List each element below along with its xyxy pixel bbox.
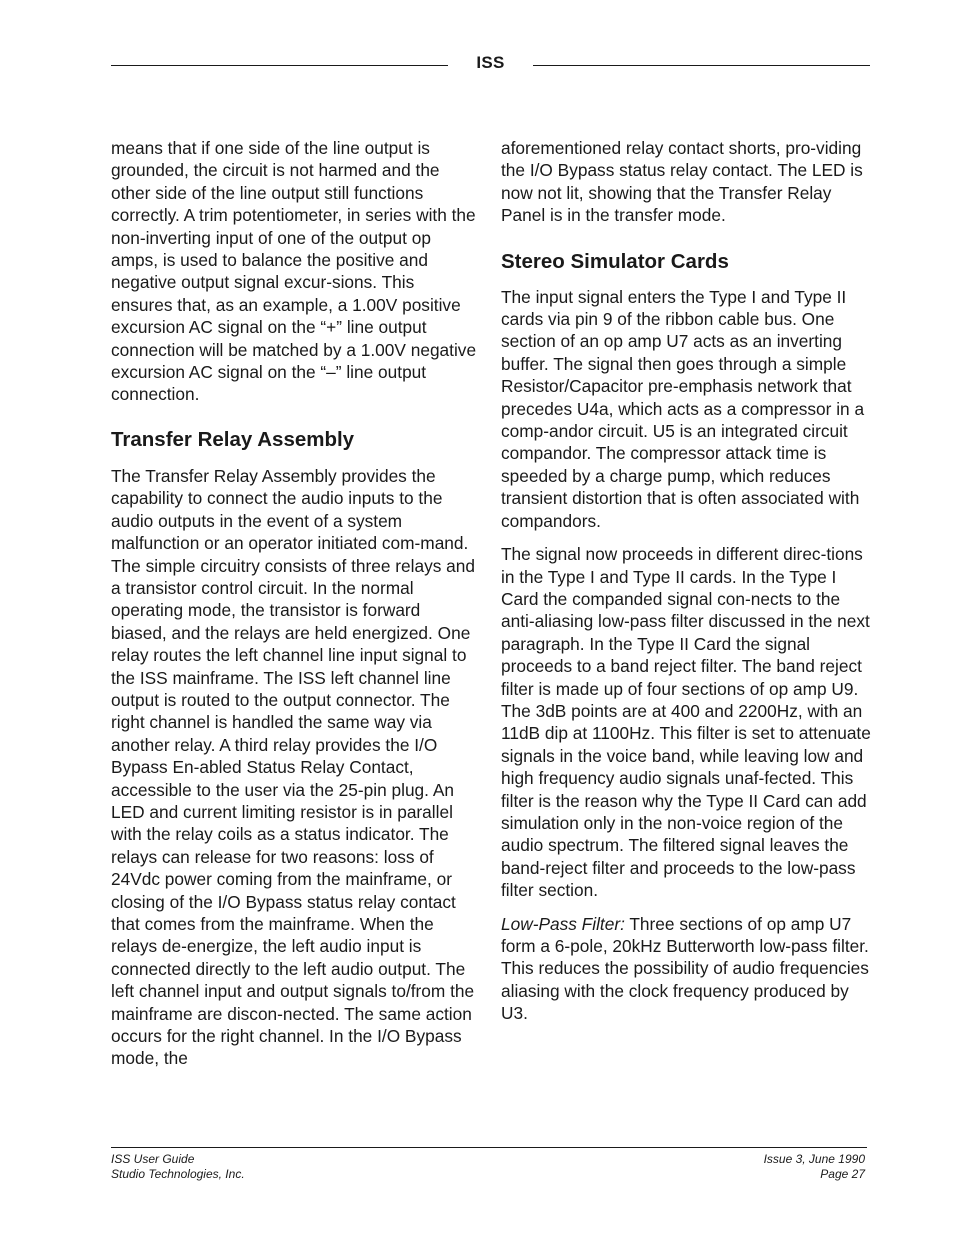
footer-left: [111, 1152, 245, 1182]
footer-rule: [111, 1147, 867, 1148]
left-paragraph-1: means that if one side of the line output is grounded, the circuit is not harmed and the other side of the line output still functions correctly. A trim potentiometer, in series with the non-inverting input of one of the output op amps, is used to balance the positive and negative output signal excur-sions. This ensures that, as an example, a 1.00V positive excursion AC signal on the “+” line output connection will be matched by a 1.00V negative excursion AC signal on the “–” line output connection.: [111, 138, 477, 405]
right-paragraph-4: [501, 913, 871, 1025]
header-rule-right: [533, 65, 870, 66]
right-paragraph-3: The signal now proceeds in different direc-tions in the Type I and Type II cards. In the Type I Card the companded signal con-nects to the anti-aliasing low-pass filter discussed in the next paragraph. In the Type II Card the signal proceeds to a band reject filter. The band reject filter is made up of four sections of op amp U9. The 3dB points are at 400 and 2200Hz, with an 11dB dip at 1100Hz. This filter is set to attenuate signals in the voice band, while leaving low and high frequency audio signals unaf-fected. This filter is the reason why the Type II Card can add simulation only in the non-voice region of the audio spectrum. The filtered signal leaves the band-reject filter and proceeds to the low-pass filter section.: [501, 544, 871, 901]
footer-company: Studio Technologies, Inc.: [111, 1167, 245, 1181]
page-header-title: ISS: [476, 53, 505, 72]
right-column: [501, 137, 871, 1025]
left-column: [111, 137, 479, 1070]
footer-issue: Issue 3, June 1990: [763, 1152, 865, 1166]
section-heading-stereo-simulator: Stereo Simulator Cards: [501, 249, 729, 273]
footer-right: [764, 1152, 865, 1182]
low-pass-filter-text: Three sections of op amp U7 form a 6-pole, 20kHz Butterworth low-pass filter. This reduces the possibility of audio frequencies aliasing with the clock frequency produced by U3.: [501, 913, 869, 1024]
footer-doc-title: ISS User Guide: [111, 1152, 195, 1166]
low-pass-filter-label: Low-Pass Filter:: [501, 913, 625, 934]
section-heading-transfer-relay: Transfer Relay Assembly: [111, 427, 355, 451]
footer-page-number: Page 27: [820, 1167, 865, 1181]
header-rule-left: [111, 65, 448, 66]
left-paragraph-2: The Transfer Relay Assembly provides the capability to connect the audio inputs to the audio outputs in the event of a system malfunction or an operator initiated com-mand. The simple circuitry consists of three relays and a transistor control circuit. In the normal operating mode, the transistor is forward biased, and the relays are held energized. One relay routes the left channel line input signal to the ISS mainframe. The ISS left channel line output is routed to the output connector. The right channel is handled the same way via another relay. A third relay provides the I/O Bypass En-abled Status Relay Contact, accessible to the user via the 25-pin plug. An LED and current limiting resistor is in parallel with the relay coils as a status indicator. The relays can release for two reasons: loss of 24Vdc power coming from the mainframe, or closing of the I/O Bypass status relay contact that comes from the mainframe. When the relays de-energize, the left audio input is connected directly to the left audio output. The left channel input and output signals to/from the mainframe are discon-nected. The same action occurs for the right channel. In the I/O Bypass mode, the: [111, 465, 476, 1069]
right-paragraph-1: aforementioned relay contact shorts, pro-viding the I/O Bypass status relay contact. The LED is now not lit, showing that the Transfer Relay Panel is in the transfer mode.: [501, 138, 863, 226]
right-paragraph-2: The input signal enters the Type I and Type II cards via pin 9 of the ribbon cable bus. One section of an op amp U7 acts as an inverting buffer. The signal then goes through a simple Resistor/Capacitor pre-emphasis network that precedes U4a, which acts as a compressor in a comp-andor circuit. U5 is an integrated circuit compandor. The compressor attack time is speeded by a charge pump, which reduces transient distortion that is often associated with compandors.: [501, 286, 865, 531]
